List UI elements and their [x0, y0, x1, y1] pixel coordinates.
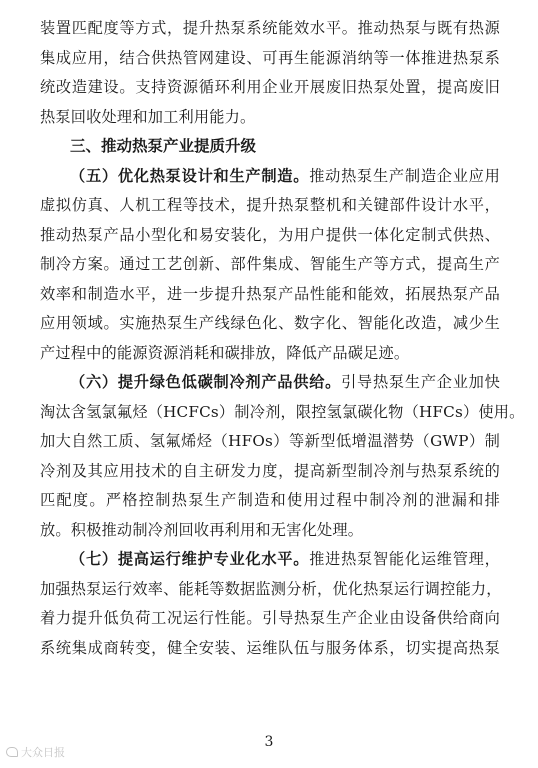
watermark-text: 大众日报	[21, 746, 65, 759]
paragraph5-line-1: 推动热泵生产制造企业应用	[309, 166, 501, 185]
intro-line-3: 统改造建设。支持资源循环利用企业开展废旧热泵处置，提高废旧	[40, 78, 500, 96]
paragraph6-first-line	[70, 372, 500, 392]
paragraph5-line-2: 虚拟仿真、人机工程等技术，提升热泵整机和关键部件设计水平，	[40, 196, 500, 214]
section-heading: 三、推动热泵产业提质升级	[70, 137, 257, 155]
paragraph7-line-1: 推进热泵智能化运维管理，	[309, 550, 501, 568]
paragraph6-line-3: 加大自然工质、氢氟烯烃（HFOs）等新型低增温潜势（GWP）制	[40, 432, 500, 450]
paragraph5-first-line	[70, 166, 500, 186]
intro-line-2: 集成应用，结合供热管网建设、可再生能源消纳等一体推进热泵系	[40, 48, 500, 67]
paragraph6-title: （六）提升绿色低碳制冷剂产品供给。	[70, 373, 342, 391]
paragraph5-line-4: 制冷方案。通过工艺创新、部件集成、智能生产等方式，提高生产	[40, 255, 500, 273]
paragraph7-title: （七）提高运行维护专业化水平。	[70, 550, 310, 568]
page-number: 3	[264, 734, 274, 750]
paragraph6-line-5: 匹配度。严格控制热泵生产制造和使用过程中制冷剂的泄漏和排	[40, 491, 500, 509]
watermark-logo-icon	[6, 747, 18, 757]
intro-line-4: 热泵回收处理和加工利用能力。	[40, 107, 256, 126]
paragraph7-line-3: 着力提升低负荷工况运行性能。引导热泵生产企业由设备供给商向	[40, 609, 500, 627]
intro-line-1: 装置匹配度等方式，提升热泵系统能效水平。推动热泵与既有热源	[40, 19, 500, 37]
paragraph7-first-line	[70, 549, 500, 569]
paragraph7-line-4: 系统集成商转变，健全安装、运维队伍与服务体系，切实提高热泵	[40, 638, 500, 657]
paragraph6-line-4: 冷剂及其应用技术的自主研发力度，提高新型制冷剂与热泵系统的	[40, 461, 500, 480]
paragraph5-line-3: 推动热泵产品小型化和易安装化，为用户提供一体化定制式供热、	[40, 225, 500, 244]
paragraph5-line-6: 应用领域。实施热泵生产线绿色化、数字化、智能化改造，减少生	[40, 314, 500, 332]
watermark	[6, 744, 65, 760]
paragraph6-line-1: 引导热泵生产企业加快	[341, 373, 500, 391]
paragraph6-line-2: 淘汰含氢氯氟烃（HCFCs）制冷剂，限控氢氯碳化物（HFCs）使用。	[40, 402, 525, 421]
paragraph5-title: （五）优化热泵设计和生产制造。	[70, 166, 310, 185]
paragraph6-line-6: 放。积极推动制冷剂回收再利用和无害化处理。	[40, 520, 364, 539]
paragraph7-line-2: 加强热泵运行效率、能耗等数据监测分析，优化热泵运行调控能力，	[40, 579, 502, 598]
paragraph5-line-7: 产过程中的能源资源消耗和碳排放，降低产品碳足迹。	[40, 343, 410, 362]
paragraph5-line-5: 效率和制造水平，进一步提升热泵产品性能和能效，拓展热泵产品	[40, 284, 500, 303]
